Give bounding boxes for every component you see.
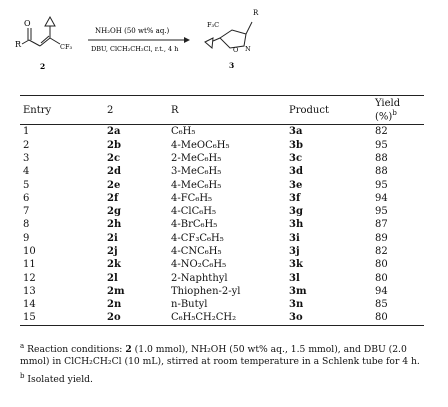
substrate-r-label: R	[15, 40, 22, 49]
table-row	[20, 232, 424, 245]
r-group-cell: 4-NO₂C₆H₅	[171, 259, 227, 271]
yield-cell: 88	[375, 166, 388, 178]
header-yield: Yield (%)$^b$	[375, 98, 401, 123]
entry-cell: 4	[23, 166, 30, 178]
product-cell: 3a	[289, 126, 303, 138]
r-group-cell: 4-CF₃C₆H₅	[171, 232, 224, 244]
r-group-cell: 4-CNC₆H₅	[171, 246, 222, 257]
table-row	[20, 298, 424, 311]
entry-cell: 7	[23, 206, 30, 218]
r-group-cell: 2-Naphthyl	[171, 272, 228, 284]
entry-cell: 5	[23, 179, 30, 191]
r-group-cell: 4-MeC₆H₅	[171, 179, 222, 191]
r-group-cell: C₆H₅	[171, 126, 196, 138]
table-row	[20, 311, 424, 325]
reaction-scheme	[0, 0, 448, 80]
compound-cell: 2o	[107, 312, 121, 324]
reagent-line-1: NH₂OH (50 wt% aq.)	[95, 27, 170, 35]
product-cell: 3b	[289, 139, 303, 151]
product-number: 3	[229, 61, 235, 70]
substrate-number: 2	[40, 62, 46, 71]
compound-cell: 2l	[107, 272, 118, 284]
product-cell: 3d	[289, 166, 303, 178]
table-row	[20, 179, 424, 192]
product-cell: 3l	[289, 272, 300, 284]
compound-cell: 2a	[107, 126, 121, 138]
r-group-cell: 2-MeC₆H₅	[171, 152, 222, 164]
compound-cell: 2d	[107, 166, 121, 178]
yield-cell: 80	[375, 272, 388, 284]
r-group-cell: 4-MeOC₆H₅	[171, 139, 230, 151]
product-cell: 3f	[289, 192, 301, 204]
yield-cell: 95	[375, 206, 388, 218]
compound-cell: 2h	[107, 219, 122, 231]
footnote-a: $^a$ Reaction conditions: 2 (1.0 mmol), NH₂OH (50 wt% aq., 1.5 mmol), and DBU (2.0 mmol) in ClCH₂CH₂Cl (10 mL), stirred at room temperature in a Schlenk tube for 4 h.	[20, 342, 420, 368]
product-r-label: R	[253, 9, 259, 17]
table-row	[20, 272, 424, 285]
product-cell: 3m	[289, 285, 307, 297]
compound-cell: 2c	[107, 152, 121, 164]
substrate-o-label: O	[24, 19, 31, 28]
r-group-cell: 4-ClC₆H₅	[171, 206, 216, 218]
table-row	[20, 218, 424, 231]
reagent-line-2: DBU, ClCH₂CH₂Cl, r.t., 4 h	[91, 45, 179, 53]
table-row	[20, 192, 424, 205]
product-cell: 3k	[289, 259, 303, 271]
entry-cell: 8	[23, 219, 30, 231]
compound-cell: 2j	[107, 246, 118, 257]
product-cell: 3o	[289, 312, 303, 324]
header-r: R	[171, 104, 179, 116]
product-cell: 3e	[289, 179, 303, 191]
entry-cell: 15	[23, 312, 36, 324]
entry-cell: 2	[23, 139, 30, 151]
r-group-cell: 4-BrC₆H₅	[171, 219, 218, 231]
product-cell: 3h	[289, 219, 304, 231]
product-cell: 3c	[289, 152, 303, 164]
compound-cell: 2n	[107, 299, 122, 311]
compound-cell: 2b	[107, 139, 121, 151]
header-entry: Entry	[23, 104, 52, 116]
header-product: Product	[289, 104, 329, 116]
yield-cell: 95	[375, 139, 388, 151]
product-cell: 3g	[289, 206, 303, 218]
compound-cell: 2i	[107, 232, 118, 244]
yield-cell: 82	[375, 246, 388, 257]
r-group-cell: Thiophen-2-yl	[171, 285, 241, 297]
footnotes	[20, 340, 430, 388]
table-row	[20, 152, 424, 165]
table-row	[20, 125, 424, 139]
entry-cell: 6	[23, 192, 30, 204]
yield-table	[20, 95, 424, 326]
yield-cell: 85	[375, 299, 388, 311]
product-n-label: N	[245, 45, 251, 53]
yield-cell: 87	[375, 219, 388, 231]
yield-cell: 95	[375, 179, 388, 191]
compound-cell: 2g	[107, 206, 121, 218]
footnote-b: $^b$ Isolated yield.	[20, 372, 93, 386]
product-cell: 3j	[289, 246, 300, 257]
compound-cell: 2f	[107, 192, 119, 204]
r-group-cell: 3-MeC₆H₅	[171, 166, 222, 178]
entry-cell: 10	[23, 246, 36, 257]
entry-cell: 9	[23, 232, 30, 244]
compound-cell: 2e	[107, 179, 121, 191]
yield-cell: 94	[375, 285, 388, 297]
table-header-row	[20, 96, 424, 125]
product-f3c-label: F₃C	[207, 21, 220, 29]
product-cell: 3i	[289, 232, 300, 244]
table-row	[20, 258, 424, 271]
header-compound: 2	[107, 104, 114, 116]
compound-cell: 2k	[107, 259, 121, 271]
substrate-cf3-label: CF₃	[60, 43, 73, 51]
arrow-head	[184, 37, 190, 43]
table-row	[20, 285, 424, 298]
yield-cell: 94	[375, 192, 388, 204]
yield-cell: 80	[375, 312, 388, 324]
product-cell: 3n	[289, 299, 304, 311]
entry-cell: 11	[23, 259, 36, 271]
r-group-cell: n-Butyl	[171, 299, 208, 311]
table-row	[20, 139, 424, 152]
yield-cell: 82	[375, 126, 388, 138]
table-row	[20, 165, 424, 178]
r-group-cell: 4-FC₆H₅	[171, 192, 213, 204]
table-row	[20, 205, 424, 218]
entry-cell: 1	[23, 126, 30, 138]
entry-cell: 3	[23, 152, 30, 164]
product-o-label: O	[233, 46, 239, 54]
entry-cell: 13	[23, 285, 36, 297]
compound-cell: 2m	[107, 285, 125, 297]
entry-cell: 12	[23, 272, 36, 284]
yield-cell: 89	[375, 232, 388, 244]
yield-cell: 80	[375, 259, 388, 271]
table-row	[20, 245, 424, 258]
r-group-cell: C₆H₅CH₂CH₂	[171, 312, 237, 324]
entry-cell: 14	[23, 299, 36, 311]
yield-cell: 88	[375, 152, 388, 164]
